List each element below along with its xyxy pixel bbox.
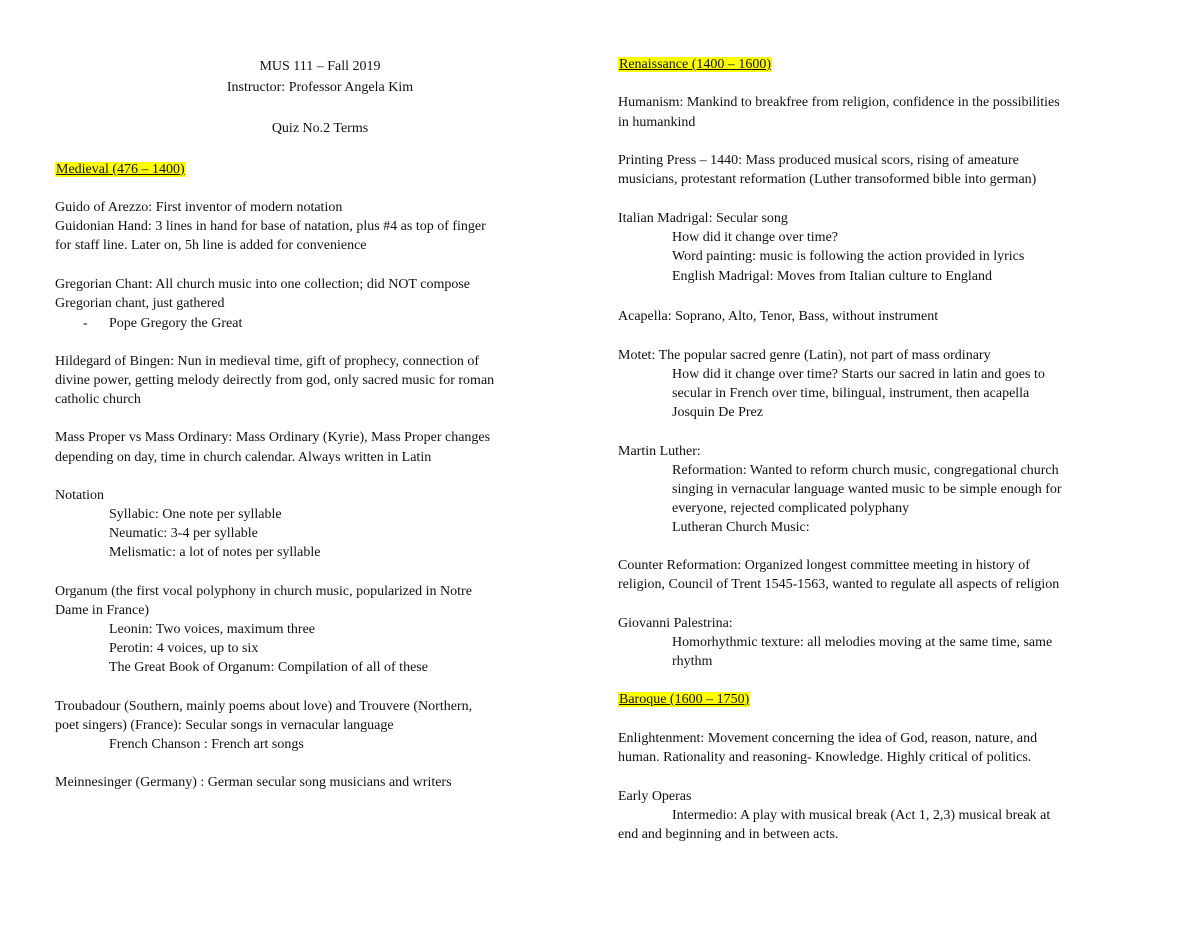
baroque-heading-text: Baroque (1600 – 1750) xyxy=(619,692,750,707)
hildegard-term: Hildegard of Bingen: Nun in medieval time, gift of prophecy, connection of xyxy=(55,354,480,369)
luther-term: Martin Luther: xyxy=(618,444,701,459)
melismatic-item: Melismatic: a lot of notes per syllable xyxy=(109,545,321,560)
medieval-heading xyxy=(55,160,186,179)
motet-term: Motet: The popular sacred genre (Latin), not part of mass ordinary xyxy=(618,348,991,363)
guidonian-term: Guidonian Hand: 3 lines in hand for base of natation, plus #4 as top of finger xyxy=(55,219,486,234)
counter-term-cont: religion, Council of Trent 1545-1563, wanted to regulate all aspects of religion xyxy=(618,577,1060,592)
enlightenment-term: Enlightenment: Movement concerning the idea of God, reason, nature, and xyxy=(618,731,1038,746)
gregorian-term: Gregorian Chant: All church music into one collection; did NOT compose xyxy=(55,277,470,292)
mass-term-cont: depending on day, time in church calendar. Always written in Latin xyxy=(55,450,432,465)
gregorian-term-cont: Gregorian chant, just gathered xyxy=(55,296,225,311)
enlightenment-term-cont: human. Rationality and reasoning- Knowledge. Highly critical of politics. xyxy=(618,750,1032,765)
humanism-term: Humanism: Mankind to breakfree from religion, confidence in the possibilities xyxy=(618,95,1060,110)
word-painting-item: Word painting: music is following the action provided in lyrics xyxy=(672,249,1025,264)
renaissance-heading xyxy=(618,55,772,74)
palestrina-term: Giovanni Palestrina: xyxy=(618,616,733,631)
organum-term-cont: Dame in France) xyxy=(55,603,150,618)
printing-term: Printing Press – 1440: Mass produced musical scors, rising of ameature xyxy=(618,153,1019,168)
syllabic-item: Syllabic: One note per syllable xyxy=(109,507,282,522)
lutheran-item: Lutheran Church Music: xyxy=(672,520,810,535)
instructor-line: Instructor: Professor Angela Kim xyxy=(226,80,414,95)
humanism-term-cont: in humankind xyxy=(618,115,696,130)
early-operas-term: Early Operas xyxy=(618,789,692,804)
madrigal-change-item: How did it change over time? xyxy=(672,230,839,245)
leonin-item: Leonin: Two voices, maximum three xyxy=(109,622,315,637)
english-madrigal-item: English Madrigal: Moves from Italian culture to England xyxy=(672,269,992,284)
hildegard-term-cont2: catholic church xyxy=(55,392,141,407)
medieval-heading-text: Medieval (476 – 1400) xyxy=(56,162,185,177)
homorhythmic-item-cont: rhythm xyxy=(672,654,713,669)
reformation-item: Reformation: Wanted to reform church music, congregational church xyxy=(672,463,1059,478)
mass-term: Mass Proper vs Mass Ordinary: Mass Ordinary (Kyrie), Mass Proper changes xyxy=(55,430,491,445)
troubadour-term: Troubadour (Southern, mainly poems about love) and Trouvere (Northern, xyxy=(55,699,473,714)
homorhythmic-item: Homorhythmic texture: all melodies moving at the same time, same xyxy=(672,635,1053,650)
hildegard-term-cont: divine power, getting melody deirectly from god, only sacred music for roman xyxy=(55,373,495,388)
motet-change-item-cont: secular in French over time, bilingual, instrument, then acapella xyxy=(672,386,1030,401)
reformation-item-cont2: everyone, rejected complicated polyphany xyxy=(672,501,910,516)
perotin-item: Perotin: 4 voices, up to six xyxy=(109,641,259,656)
organum-term: Organum (the first vocal polyphony in church music, popularized in Notre xyxy=(55,584,472,599)
meinnesinger-term: Meinnesinger (Germany) : German secular song musicians and writers xyxy=(55,775,452,790)
course-title: MUS 111 – Fall 2019 xyxy=(259,59,381,74)
madrigal-term: Italian Madrigal: Secular song xyxy=(618,211,788,226)
neumatic-item: Neumatic: 3-4 per syllable xyxy=(109,526,258,541)
pope-text: Pope Gregory the Great xyxy=(109,316,243,331)
chanson-item: French Chanson : French art songs xyxy=(109,737,304,752)
bullet-dash: - xyxy=(83,316,88,331)
troubadour-term-cont: poet singers) (France): Secular songs in vernacular language xyxy=(55,718,394,733)
motet-change-item: How did it change over time? Starts our sacred in latin and goes to xyxy=(672,367,1045,382)
josquin-item: Josquin De Prez xyxy=(672,405,763,420)
intermedio-item: Intermedio: A play with musical break (Act 1, 2,3) musical break at xyxy=(672,808,1051,823)
quiz-title: Quiz No.2 Terms xyxy=(271,121,369,136)
counter-term: Counter Reformation: Organized longest committee meeting in history of xyxy=(618,558,1030,573)
notation-term: Notation xyxy=(55,488,104,503)
baroque-heading xyxy=(618,690,750,709)
intermedio-item-cont: end and beginning and in between acts. xyxy=(618,827,839,842)
reformation-item-cont: singing in vernacular language wanted music to be simple enough for xyxy=(672,482,1062,497)
acapella-term: Acapella: Soprano, Alto, Tenor, Bass, without instrument xyxy=(618,309,939,324)
guido-term: Guido of Arezzo: First inventor of modern notation xyxy=(55,200,343,215)
guidonian-term-cont: for staff line. Later on, 5h line is added for convenience xyxy=(55,238,367,253)
great-book-item: The Great Book of Organum: Compilation of all of these xyxy=(109,660,428,675)
printing-term-cont: musicians, protestant reformation (Luther transoformed bible into german) xyxy=(618,172,1037,187)
renaissance-heading-text: Renaissance (1400 – 1600) xyxy=(619,57,772,72)
